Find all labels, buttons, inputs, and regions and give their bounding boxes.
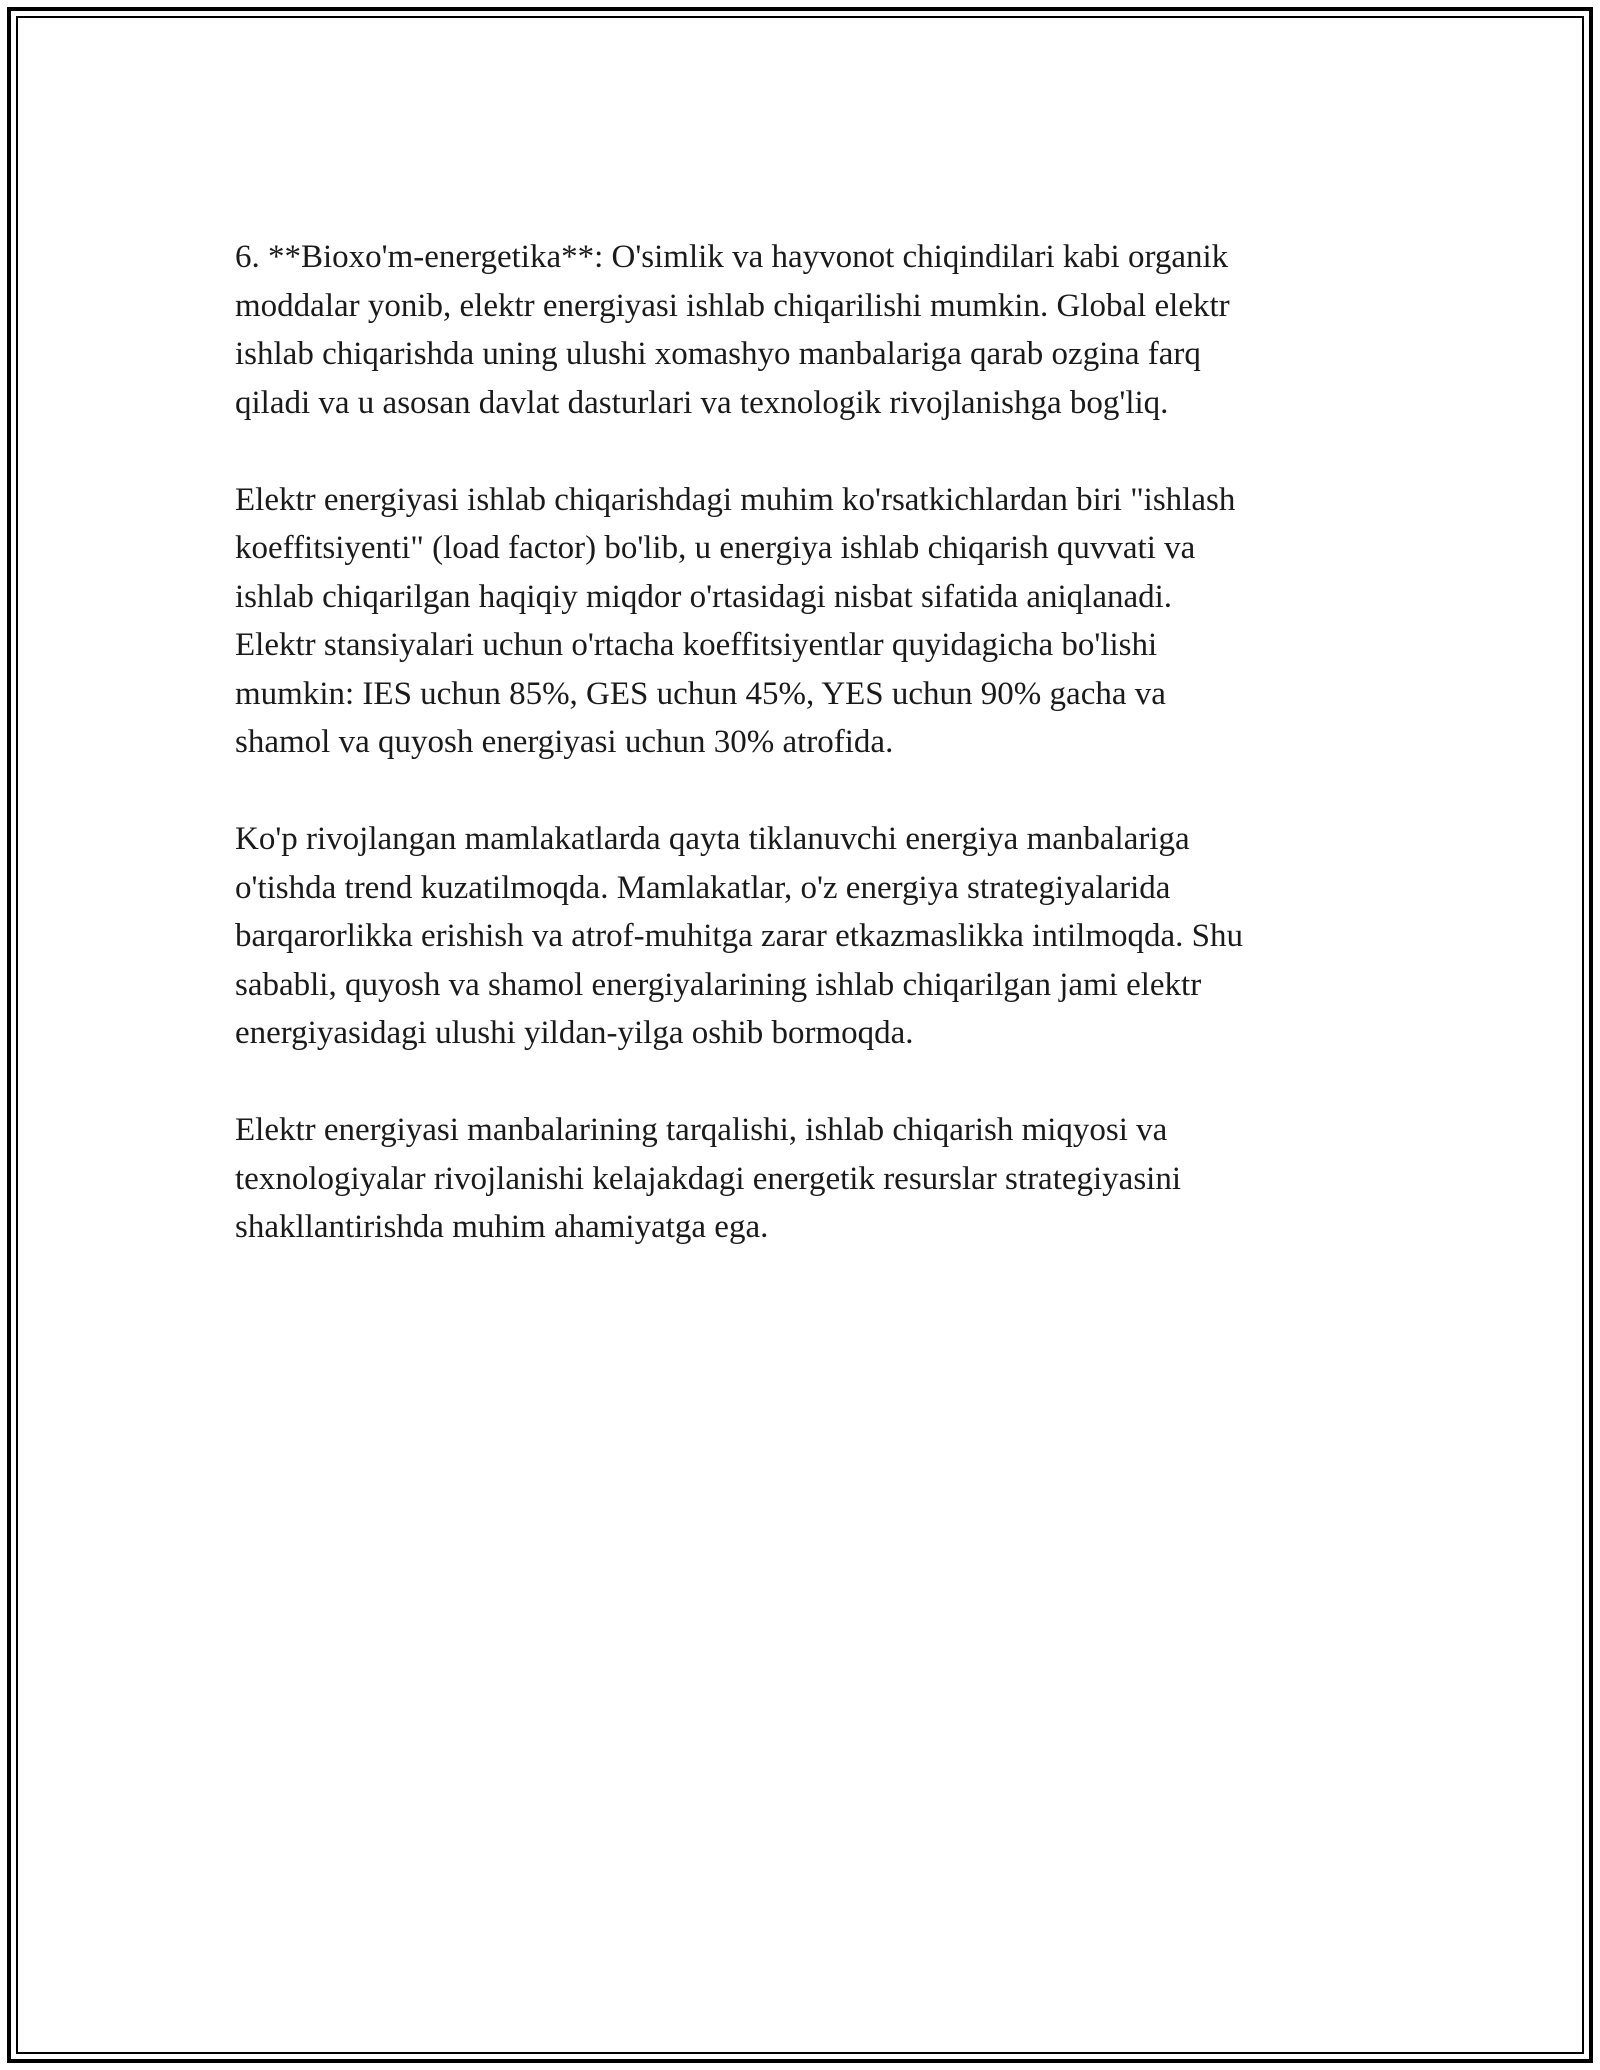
paragraph-renewable-trend: Ko'p rivojlangan mamlakatlarda qayta tiklanuvchi energiya manbalariga o'tishda trend kuzatilmoqda. Mamlakatlar, o'z energiya strategiyalarida barqarorlikka erishish va atrof-muhitga zarar etkazmaslikka intilmoqda. Shu sababli, quyosh va shamol energiyalarining ishlab chiqarilgan jami elektr energiyasidagi ulushi yildan-yilga oshib bormoqda. [235,821,1243,1051]
paragraph-load-factor: Elektr energiyasi ishlab chiqarishdagi muhim ko'rsatkichlardan biri "ishlash koeffitsiyenti" (load factor) bo'lib, u energiya ishlab chiqarish quvvati va ishlab chiqarilgan haqiqiy miqdor o'rtasidagi nisbat sifatida aniqlanadi. Elektr stansiyalari uchun o'rtacha koeffitsiyentlar quyidagicha bo'lishi mumkin: IES uchun 85%, GES uchun 45%, YES uchun 90% gacha va shamol va quyosh energiyasi uchun 30% atrofida. [235,481,1236,760]
paragraph-conclusion: Elektr energiyasi manbalarining tarqalishi, ishlab chiqarish miqyosi va texnologiyalar rivojlanishi kelajakdagi energetik resurslar strategiyasini shakllantirishda muhim ahamiyatga ega. [235,1112,1182,1245]
document-body [235,233,1365,1300]
paragraph-biomass: 6. **Bioxo'm-energetika**: O'simlik va hayvonot chiqindilari kabi organik moddalar yonib, elektr energiyasi ishlab chiqarilishi mumkin. Global elektr ishlab chiqarishda uning ulushi xomashyo manbalariga qarab ozgina farq qiladi va u asosan davlat dasturlari va texnologik rivojlanishga bog'liq. [235,239,1230,421]
